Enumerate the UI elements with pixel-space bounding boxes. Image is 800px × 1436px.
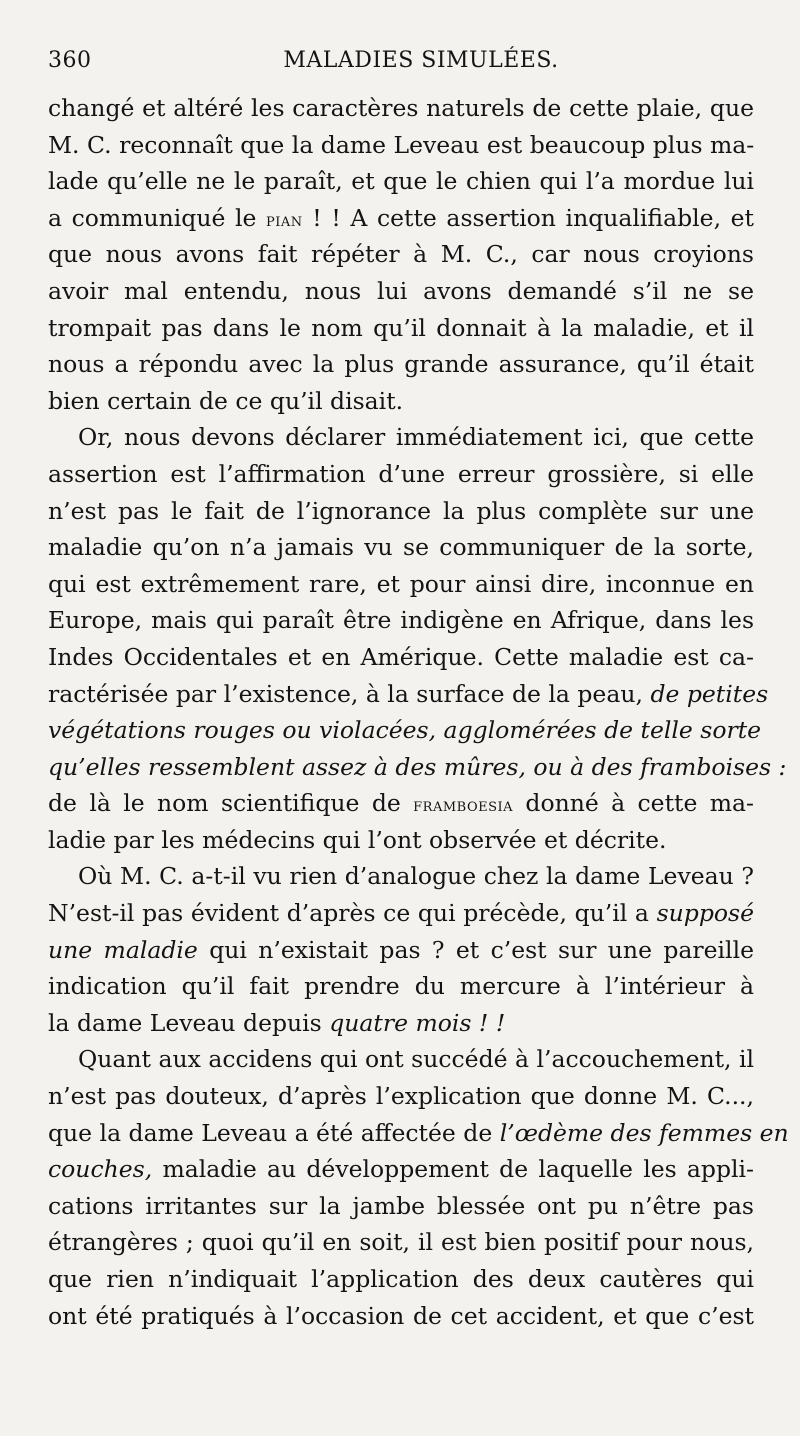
text-run: ont été pratiqués à l’occasion de cet accident, et que c’est [48,1301,754,1330]
page-number: 360 [48,48,92,73]
text-run: Or, nous devons déclarer immédiatement ici, que cette [78,423,754,452]
page-header [48,42,754,82]
text-line [48,310,754,347]
text-run: maladie qu’on n’a jamais vu se communiquer de la sorte, [48,533,754,562]
text-line [48,200,754,237]
text-line [48,383,754,420]
text-line [48,346,754,383]
text-line [48,822,754,859]
text-line [48,932,754,969]
italic-text: qu’elles ressemblent assez à des mûres, ou à des framboises : [48,752,787,781]
text-run: lade qu’elle ne le paraît, et que le chien qui l’a mordue lui [48,167,754,196]
text-run: qui est extrêmement rare, et pour ainsi dire, inconnue en [48,569,754,598]
text-run: étrangères ; quoi qu’il en soit, il est bien positif pour nous, [48,1228,754,1257]
text-line [48,1005,754,1042]
text-line [48,529,754,566]
text-line [48,1041,754,1078]
text-line [48,1261,754,1298]
text-line [48,602,754,639]
text-line [48,1298,754,1335]
text-run: nous a répondu avec la plus grande assurance, qu’il était [48,350,754,379]
italic-text: l’œdème des femmes en [499,1118,789,1147]
text-run: ractérisée par l’existence, à la surface de la peau, [48,679,651,708]
text-run: ! ! A cette assertion inqualifiable, et [302,203,755,232]
text-run: trompait pas dans le nom qu’il donnait à la maladie, et il [48,313,754,342]
text-run: indication qu’il fait prendre du mercure à l’intérieur à [48,972,754,1001]
text-run: M. C. reconnaît que la dame Leveau est beaucoup plus ma- [48,130,755,159]
text-run: Indes Occidentales et en Amérique. Cette maladie est ca- [48,642,754,671]
text-run: cations irritantes sur la jambe blessée ont pu n’être pas [48,1191,754,1220]
text-run: bien certain de ce qu’il disait. [48,386,404,415]
small-caps-text: pian [266,207,303,231]
italic-text: végétations rouges ou violacées, agglomérées de telle sorte [48,716,762,745]
text-line [48,968,754,1005]
text-line [48,419,754,456]
text-run: avoir mal entendu, nous lui avons demandé s’il ne se [48,276,754,305]
text-line [48,895,754,932]
text-run: a communiqué le [48,203,267,232]
text-line [48,1151,754,1188]
text-line [48,749,787,786]
italic-text: supposé [656,899,754,928]
italic-text: une maladie [48,935,198,964]
text-run: Quant aux accidens qui ont succédé à l’accouchement, il [78,1045,755,1074]
italic-text: de petites [650,679,769,708]
text-line [48,456,754,493]
text-line [48,712,762,749]
text-line [48,639,754,676]
text-run: que rien n’indiquait l’application des deux cautères qui [48,1265,754,1293]
small-caps-text: framboesia [413,793,514,817]
text-line [48,676,769,713]
text-line [48,1224,754,1261]
text-run: changé et altéré les caractères naturels de cette plaie, que [48,94,754,122]
text-line [48,236,754,273]
text-run: N’est-il pas évident d’après ce qui précède, qu’il a [48,899,657,928]
text-run: assertion est l’affirmation d’une erreur grossière, si elle [48,459,754,488]
text-line [48,858,754,895]
text-line [48,1188,754,1225]
text-line [48,273,754,310]
text-run: que la dame Leveau a été affectée de [48,1118,500,1147]
text-run: maladie au développement de laquelle les appli- [152,1155,754,1184]
text-line [48,566,754,603]
text-run: donné à cette ma- [513,789,754,818]
text-line [48,163,754,200]
italic-text: couches, [48,1155,153,1184]
body-text [48,90,789,1334]
text-line [48,127,754,164]
running-title: MALADIES SIMULÉES. [283,48,559,73]
text-line [48,493,754,530]
text-line [48,785,754,822]
text-line [48,90,754,127]
text-run: n’est pas douteux, d’après l’explication que donne M. C..., [48,1082,754,1111]
text-run: qui n’existait pas ? et c’est sur une pareille [197,935,754,964]
text-run: Où M. C. a-t-il vu rien d’analogue chez la dame Leveau ? [78,862,754,891]
text-run: Europe, mais qui paraît être indigène en Afrique, dans les [48,606,754,635]
text-run: la dame Leveau depuis [48,1008,330,1037]
italic-text: quatre mois ! ! [329,1008,506,1037]
text-line [48,1078,754,1115]
text-run: n’est pas le fait de l’ignorance la plus complète sur une [48,496,754,525]
text-line [48,1115,789,1152]
text-run: de là le nom scientifique de [48,789,414,818]
text-run: ladie par les médecins qui l’ont observée et décrite. [48,825,667,854]
text-run: que nous avons fait répéter à M. C., car nous croyions [48,240,754,269]
